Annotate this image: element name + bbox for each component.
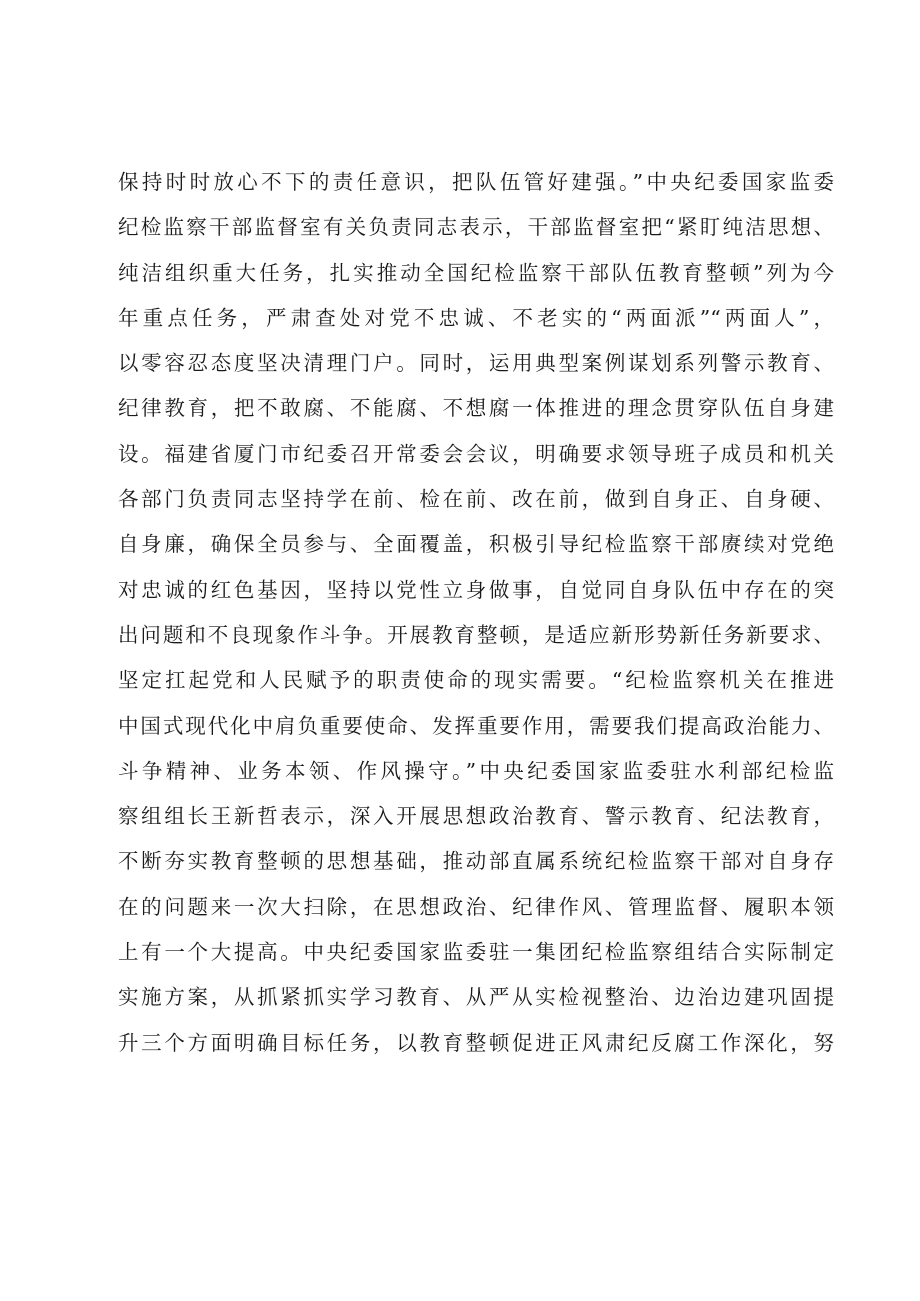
- text-line-7: 设。福建省厦门市纪委召开常委会会议，明确要求领导班子成员和机关: [118, 441, 834, 466]
- text-line-13: 中国式现代化中肩负重要使命、发挥重要作用，需要我们提高政治能力、: [118, 713, 834, 738]
- text-line-18: 上有一个大提高。中央纪委国家监委驻一集团纪检监察组结合实际制定: [118, 940, 834, 965]
- text-line-11: 出问题和不良现象作斗争。开展教育整顿，是适应新形势新任务新要求、: [118, 622, 834, 647]
- text-line-19: 实施方案，从抓紧抓实学习教育、从严从实检视整治、边治边建巩固提: [118, 985, 834, 1010]
- text-line-10: 对忠诚的红色基因，坚持以党性立身做事，自觉同自身队伍中存在的突: [118, 577, 834, 602]
- text-line-4: 年重点任务，严肃查处对党不忠诚、不老实的“两面派”“两面人”，: [118, 305, 834, 330]
- text-line-14: 斗争精神、业务本领、作风操守。”中央纪委国家监委驻水利部纪检监: [118, 758, 834, 783]
- text-line-15: 察组组长王新哲表示，深入开展思想政治教育、警示教育、纪法教育，: [118, 804, 834, 829]
- text-line-8: 各部门负责同志坚持学在前、检在前、改在前，做到自身正、自身硬、: [118, 487, 834, 512]
- text-line-1: 保持时时放心不下的责任意识，把队伍管好建强。”中央纪委国家监委: [118, 170, 834, 194]
- text-line-17: 在的问题来一次大扫除，在思想政治、纪律作风、管理监督、履职本领: [118, 894, 834, 919]
- text-line-16: 不断夯实教育整顿的思想基础，推动部直属系统纪检监察干部对自身存: [118, 849, 834, 874]
- text-line-9: 自身廉，确保全员参与、全面覆盖，积极引导纪检监察干部赓续对党绝: [118, 532, 834, 557]
- body-paragraph: [118, 160, 834, 1066]
- text-line-6: 纪律教育，把不敢腐、不能腐、不想腐一体推进的理念贯穿队伍自身建: [118, 396, 834, 421]
- text-line-12: 坚定扛起党和人民赋予的职责使命的现实需要。“纪检监察机关在推进: [118, 668, 834, 693]
- text-line-3: 纯洁组织重大任务，扎实推动全国纪检监察干部队伍教育整顿”列为今: [118, 260, 834, 285]
- text-line-2: 纪检监察干部监督室有关负责同志表示，干部监督室把“紧盯纯洁思想、: [118, 215, 834, 240]
- text-line-5: 以零容忍态度坚决清理门户。同时，运用典型案例谋划系列警示教育、: [118, 351, 834, 376]
- text-line-20: 升三个方面明确目标任务，以教育整顿促进正风肃纪反腐工作深化，努: [118, 1030, 834, 1055]
